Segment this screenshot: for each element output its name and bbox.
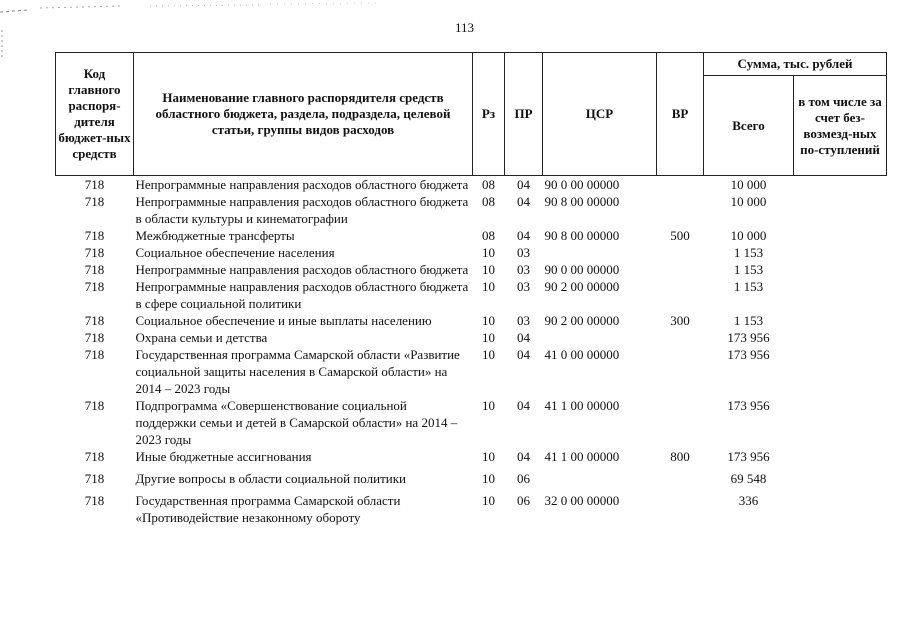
cell-rz: 10 <box>482 279 495 294</box>
cell-free <box>794 465 887 487</box>
cell-csr: 90 2 00 00000 <box>544 313 620 328</box>
cell-kod: 718 <box>84 194 105 209</box>
cell-free <box>794 227 887 244</box>
cell-rz: 10 <box>482 347 495 362</box>
cell-vr <box>657 193 704 227</box>
cell-csr <box>543 244 657 261</box>
cell-rz: 10 <box>482 262 495 277</box>
cell-free <box>794 176 887 194</box>
header-csr: ЦСР <box>543 53 657 176</box>
header-vsego: Всего <box>704 76 794 176</box>
cell-free <box>794 487 887 526</box>
cell-vr <box>657 465 704 487</box>
table-row <box>56 397 887 448</box>
cell-pr: 04 <box>517 347 530 362</box>
cell-name: Социальное обеспечение и иные выплаты населению <box>135 313 432 328</box>
cell-free <box>794 346 887 397</box>
table-row <box>56 227 887 244</box>
cell-csr: 32 0 00 00000 <box>544 493 620 508</box>
cell-csr: 41 1 00 00000 <box>544 449 620 464</box>
cell-vr <box>657 487 704 526</box>
cell-pr: 03 <box>517 245 530 260</box>
cell-vsego: 1 153 <box>733 313 764 328</box>
page-number: 113 <box>455 20 475 35</box>
budget-table <box>55 52 887 526</box>
cell-pr: 04 <box>517 398 530 413</box>
cell-vsego: 10 000 <box>730 228 767 243</box>
cell-name: Охрана семьи и детства <box>135 330 268 345</box>
cell-vr: 800 <box>670 449 690 464</box>
cell-free <box>794 448 887 465</box>
cell-name: Непрограммные направления расходов областного бюджета <box>135 177 469 192</box>
cell-pr: 03 <box>517 313 530 328</box>
cell-pr: 04 <box>517 228 530 243</box>
cell-kod: 718 <box>84 279 105 294</box>
table-row <box>56 278 887 312</box>
cell-name: Государственная программа Самарской области «Противодействие незаконному обороту <box>135 493 401 525</box>
cell-vsego: 1 153 <box>733 245 764 260</box>
cell-csr: 90 0 00 00000 <box>544 177 620 192</box>
cell-name: Межбюджетные трансферты <box>135 228 295 243</box>
cell-kod: 718 <box>84 313 105 328</box>
cell-vsego: 173 956 <box>727 449 770 464</box>
cell-vsego: 1 153 <box>733 279 764 294</box>
table-row <box>56 261 887 278</box>
cell-free <box>794 193 887 227</box>
cell-csr: 90 2 00 00000 <box>544 279 620 294</box>
header-vr: ВР <box>657 53 704 176</box>
cell-pr: 04 <box>517 194 530 209</box>
cell-free <box>794 278 887 312</box>
cell-name: Непрограммные направления расходов областного бюджета в сфере социальной политики <box>135 279 469 311</box>
cell-vr <box>657 261 704 278</box>
header-name: Наименование главного распорядителя средств областного бюджета, раздела, подраздела, целевой статьи, группы видов расходов <box>134 53 473 176</box>
cell-pr: 03 <box>517 279 530 294</box>
cell-csr: 90 8 00 00000 <box>544 228 620 243</box>
cell-free <box>794 244 887 261</box>
cell-kod: 718 <box>84 347 105 362</box>
cell-name: Непрограммные направления расходов областного бюджета <box>135 262 469 277</box>
cell-csr <box>543 329 657 346</box>
cell-kod: 718 <box>84 177 105 192</box>
cell-rz: 10 <box>482 330 495 345</box>
cell-vsego: 173 956 <box>727 347 770 362</box>
cell-pr: 06 <box>517 471 530 486</box>
cell-vr <box>657 397 704 448</box>
cell-free <box>794 329 887 346</box>
cell-vsego: 1 153 <box>733 262 764 277</box>
cell-pr: 04 <box>517 449 530 464</box>
cell-name: Иные бюджетные ассигнования <box>135 449 312 464</box>
table-row <box>56 244 887 261</box>
header-kod: Код главного распоря-дителя бюджет-ных средств <box>56 53 134 176</box>
cell-vr <box>657 244 704 261</box>
cell-rz: 08 <box>482 194 495 209</box>
cell-pr: 04 <box>517 177 530 192</box>
cell-csr: 41 0 00 00000 <box>544 347 620 362</box>
cell-pr: 04 <box>517 330 530 345</box>
cell-csr <box>543 465 657 487</box>
cell-vsego: 69 548 <box>730 471 767 486</box>
cell-name: Непрограммные направления расходов областного бюджета в области культуры и кинематографии <box>135 194 469 226</box>
cell-vsego: 336 <box>738 493 759 508</box>
cell-kod: 718 <box>84 228 105 243</box>
cell-kod: 718 <box>84 471 105 486</box>
cell-vsego: 10 000 <box>730 177 767 192</box>
cell-kod: 718 <box>84 330 105 345</box>
cell-pr: 06 <box>517 493 530 508</box>
cell-vsego: 10 000 <box>730 194 767 209</box>
cell-free <box>794 312 887 329</box>
table-row <box>56 329 887 346</box>
cell-free <box>794 261 887 278</box>
cell-vr <box>657 346 704 397</box>
table-row <box>56 448 887 465</box>
table-row <box>56 465 887 487</box>
cell-vr: 500 <box>670 228 690 243</box>
cell-name: Государственная программа Самарской области «Развитие социальной защиты населения в Самарской области» на 2014 – 2023 годы <box>135 347 460 396</box>
cell-csr: 90 0 00 00000 <box>544 262 620 277</box>
cell-rz: 10 <box>482 313 495 328</box>
cell-rz: 08 <box>482 177 495 192</box>
header-free: в том числе за счет без-возмезд-ных по-ступлений <box>794 76 887 176</box>
cell-rz: 10 <box>482 398 495 413</box>
cell-kod: 718 <box>84 449 105 464</box>
table-row <box>56 487 887 526</box>
cell-vr <box>657 176 704 194</box>
cell-free <box>794 397 887 448</box>
cell-vr <box>657 278 704 312</box>
cell-csr: 41 1 00 00000 <box>544 398 620 413</box>
cell-name: Другие вопросы в области социальной политики <box>135 471 406 486</box>
cell-kod: 718 <box>84 398 105 413</box>
cell-name: Подпрограмма «Совершенствование социальной поддержки семьи и детей в Самарской области» на 2014 – 2023 годы <box>135 398 458 447</box>
cell-vsego: 173 956 <box>727 330 770 345</box>
table-row <box>56 176 887 194</box>
header-rz: Рз <box>473 53 505 176</box>
header-pr: ПР <box>505 53 543 176</box>
cell-name: Социальное обеспечение населения <box>135 245 335 260</box>
table-row <box>56 312 887 329</box>
cell-rz: 10 <box>482 449 495 464</box>
table-row <box>56 346 887 397</box>
cell-vr: 300 <box>670 313 690 328</box>
cell-kod: 718 <box>84 493 105 508</box>
cell-vsego: 173 956 <box>727 398 770 413</box>
table-row <box>56 193 887 227</box>
cell-rz: 10 <box>482 245 495 260</box>
cell-rz: 10 <box>482 493 495 508</box>
cell-csr: 90 8 00 00000 <box>544 194 620 209</box>
header-summa: Сумма, тыс. рублей <box>704 53 887 76</box>
cell-rz: 10 <box>482 471 495 486</box>
cell-kod: 718 <box>84 245 105 260</box>
table-body <box>56 176 887 527</box>
cell-vr <box>657 329 704 346</box>
cell-pr: 03 <box>517 262 530 277</box>
cell-kod: 718 <box>84 262 105 277</box>
table-header <box>56 53 887 176</box>
cell-rz: 08 <box>482 228 495 243</box>
